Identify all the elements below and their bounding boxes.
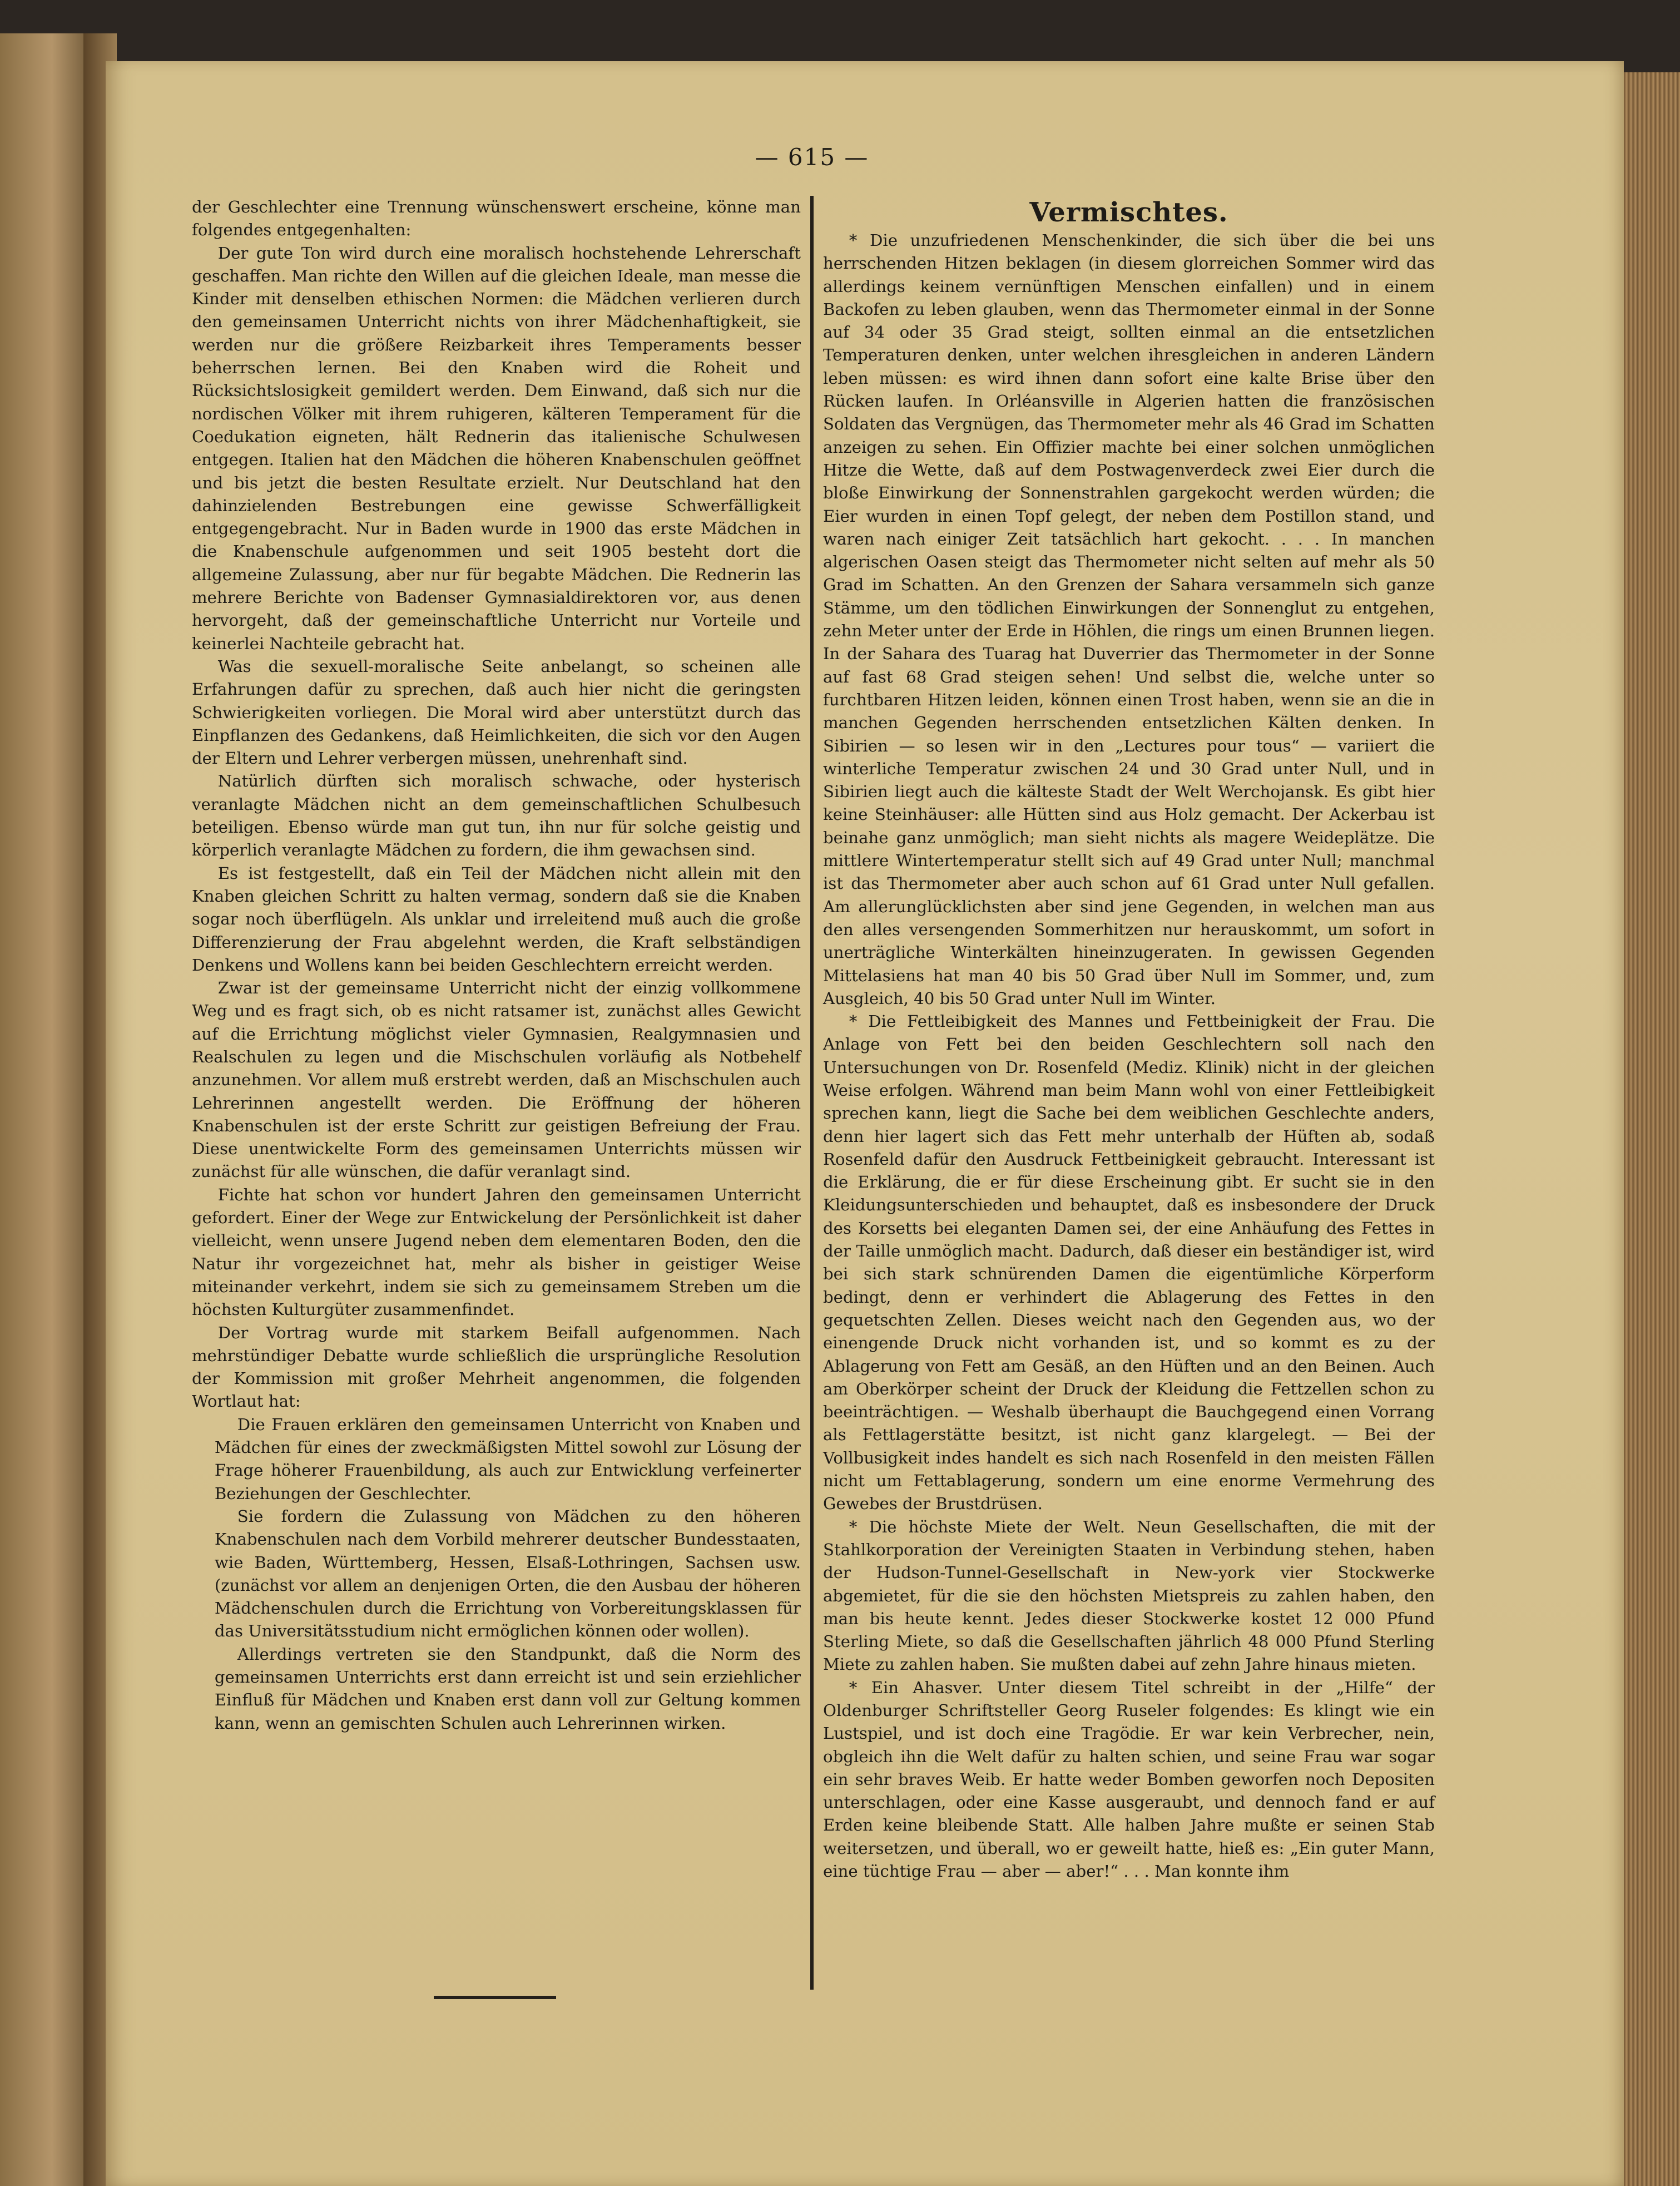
paragraph: Fichte hat schon vor hundert Jahren den gemeinsamen Unterricht gefordert. Einer der Wege zur Entwickelung der Persönlichkeit ist daher vielleicht, wenn unsere Jugend neben dem elementaren Boden, den die Natur ihr vorgezeichnet hat, mehr als bisher in geistiger Weise miteinander verkehrt, indem sie sich zu gemeinsamem Streben um die höchsten Kulturgüter zusammenfindet. [192,1185,801,1319]
news-item: * Die Fettleibigkeit des Mannes und Fettbeinigkeit der Frau. Die Anlage von Fett bei den beiden Geschlechtern soll nach den Untersuchungen von Dr. Rosenfeld (Mediz. Klinik) nicht in der gleichen Weise erfolgen. Während man beim Mann wohl von einer Fettleibigkeit sprechen kann, liegt die Sache bei dem weiblichen Geschlechte anders, denn hier lagert sich das Fett mehr unterhalb der Hüften ab, sodaß Rosenfeld dafür den Ausdruck Fettbeinigkeit gebraucht. Interessant ist die Erklärung, die er für diese Erscheinung gibt. Er sucht sie in den Kleidungsunterschieden und behauptet, daß es insbesondere der Druck des Korsetts bei eleganten Damen sei, der eine Anhäufung des Fettes in der Taille unmöglich macht. Dadurch, daß dieser ein beständiger ist, wird bei sich stark schnürenden Damen die eigentümliche Körperform bedingt, denn er verhindert die Ablagerung des Fettes in den gequetschten Zellen. Dieses weicht nach den Gegenden aus, wo der einengende Druck nicht vorhanden ist, und so kommt es zu der Ablagerung von Fett am Gesäß, an den Hüften und an den Beinen. Auch am Oberkörper scheint der Druck der Kleidung die Fettzellen schon zu beeinträchtigen. — Weshalb überhaupt die Bauchgegend einen Vorrang als Fettlagerstätte besitzt, ist nicht ganz klargelegt. — Bei der Vollbusigkeit indes handelt es sich nach Rosenfeld in den meisten Fällen nicht um Fettablagerung, sondern um eine enorme Vermehrung des Gewebes der Brustdrüsen. [823,1012,1435,1514]
left-page-edge [0,33,95,2186]
paragraph: Es ist festgestellt, daß ein Teil der Mädchen nicht allein mit den Knaben gleichen Schritt zu halten vermag, sondern daß sie die Knaben sogar noch überflügeln. Als unklar und irreleitend muß auch die große Differenzierung der Frau abgelehnt werden, die Kraft selbständigen Denkens und Wollens kann bei beiden Geschlechtern erreicht werden. [192,863,801,975]
resolution-paragraph: Sie fordern die Zulassung von Mädchen zu den höheren Knabenschulen nach dem Vorbild mehrerer deutscher Bundesstaaten, wie Baden, Württemberg, Hessen, Elsaß-Lothringen, Sachsen usw. (zunächst vor allem an denjenigen Orten, die den Ausbau der höheren Mädchenschulen durch die Errichtung von Vorbereitungsklassen für das Universitätsstudium nicht ermöglichen können oder wollen). [214,1506,801,1641]
section-title: Vermischtes. [1029,197,1228,228]
paragraph: Der gute Ton wird durch eine moralisch hochstehende Lehrerschaft geschaffen. Man richte den Willen auf die gleichen Ideale, man messe die Kinder mit denselben ethischen Normen: die Mädchen verlieren durch den gemeinsamen Unterricht nichts von ihrer Mädchenhaftigkeit, sie werden nur die größere Reizbarkeit ihres Temperaments besser beherrschen lernen. Bei den Knaben wird die Roheit und Rücksichtslosigkeit gemildert werden. Dem Einwand, daß sich nur die nordischen Völker mit ihrem ruhigeren, kälteren Temperament für die Coedukation eigneten, hält Rednerin das italienische Schulwesen entgegen. Italien hat den Mädchen die höheren Knabenschulen geöffnet und bis jetzt die besten Resultate erzielt. Nur Deutschland hat den dahinzielenden Bestrebungen eine gewisse Schwerfälligkeit entgegengebracht. Nur in Baden wurde in 1900 das erste Mädchen in die Knabenschule aufgenommen und seit 1905 besteht dort die allgemeine Zulassung, aber nur für begabte Mädchen. Die Rednerin las mehrere Berichte von Badenser Gymnasialdirektoren vor, aus denen hervorgeht, daß der gemeinschaftliche Unterricht nur Vorteile und keinerlei Nachteile gebracht hat. [192,243,801,653]
column-divider [810,196,814,1990]
left-column [192,196,801,1735]
right-column [823,196,1435,1883]
page-stack-edge [1615,72,1680,2186]
paragraph: Natürlich dürften sich moralisch schwache, oder hysterisch veranlagte Mädchen nicht an dem gemeinschaftlichen Schulbesuch beteiligen. Ebenso würde man gut tun, ihn nur für solche geistig und körperlich veranlagte Mädchen zu fordern, die ihm gewachsen sind. [192,771,801,860]
paragraph: Zwar ist der gemeinsame Unterricht nicht der einzig vollkommene Weg und es fragt sich, ob es nicht ratsamer ist, zunächst alles Gewicht auf die Errichtung möglichst vieler Gymnasien, Realgymnasien und Realschulen zu legen und die Mischschulen vorläufig als Notbehelf anzunehmen. Vor allem muß erstrebt werden, daß an Mischschulen auch Lehrerinnen angestellt werden. Die Eröffnung der höheren Knabenschulen ist der erste Schritt zur geistigen Befreiung der Frau. Diese unentwickelte Form des gemeinsamen Unterrichts müssen wir zunächst für alle wünschen, die dafür veranlagt sind. [192,978,801,1181]
news-item: * Ein Ahasver. Unter diesem Titel schreibt in der „Hilfe“ der Oldenburger Schriftsteller Georg Ruseler folgendes: Es klingt wie ein Lustspiel, und ist doch eine Tragödie. Er war kein Verbrecher, nein, obgleich ihn die Welt dafür zu halten schien, und seine Frau war sogar ein sehr braves Weib. Er hatte weder Bomben geworfen noch Depositen unterschlagen, oder eine Kasse ausgeraubt, und dennoch fand er auf Erden keine bleibende Statt. Alle halben Jahre mußte er seinen Stab weitersetzen, und überall, wo er geweilt hatte, hieß es: „Ein guter Mann, eine tüchtige Frau — aber — aber!“ . . . Man konnte ihm [823,1678,1435,1881]
end-rule [434,1996,556,1999]
page-number: — 615 — [755,144,869,171]
news-item: * Die unzufriedenen Menschenkinder, die sich über die bei uns herrschenden Hitzen beklagen (in diesem glorreichen Sommer wird das allerdings keinem vernünftigen Menschen einfallen) und in einem Backofen zu leben glauben, wenn das Thermometer einmal in der Sonne auf 34 oder 35 Grad steigt, sollten einmal an die entsetzlichen Temperaturen denken, unter welchen ihresgleichen in anderen Ländern leben müssen: es wird ihnen dann sofort eine kalte Brise über den Rücken laufen. In Orléansville in Algerien hatten die französischen Soldaten das Vergnügen, das Thermometer mehr als 46 Grad im Schatten anzeigen zu sehen. Ein Offizier machte bei einer solchen unmöglichen Hitze die Wette, daß auf dem Postwagenverdeck zwei Eier durch die bloße Einwirkung der Sonnenstrahlen gargekocht werden würden; die Eier wurden in einen Topf gelegt, der neben dem Postillon stand, und waren nach einiger Zeit tatsächlich hart gekocht. . . . In manchen algerischen Oasen steigt das Thermometer nicht selten auf mehr als 50 Grad im Schatten. An den Grenzen der Sahara versammeln sich ganze Stämme, um den tödlichen Einwirkungen der Sonnenglut zu entgehen, zehn Meter unter der Erde in Höhlen, die rings um einen Brunnen liegen. In der Sahara des Tuarag hat Duverrier das Thermometer in der Sonne auf fast 68 Grad steigen sehen! Und selbst die, welche unter so furchtbaren Hitzen leiden, können einen Trost haben, wenn sie an die in manchen Gegenden herrschenden entsetzlichen Kälten denken. In Sibirien — so lesen wir in den „Lectures pour tous“ — variiert die winterliche Temperatur zwischen 24 und 30 Grad unter Null, und in Sibirien liegt auch die kälteste Stadt der Welt Werchojansk. Es gibt hier keine Steinhäuser: alle Hütten sind aus Holz gemacht. Der Ackerbau ist beinahe ganz unmöglich; man sieht nichts als magere Weideplätze. Die mittlere Wintertemperatur stellt sich auf 49 Grad unter Null; manchmal ist das Thermometer aber auch schon auf 61 Grad unter Null gefallen. Am allerunglücklichsten aber sind jene Gegenden, in welchen man aus den alles versengenden Sommerhitzen nur herauskommt, um sofort in unerträgliche Winterkälten hineinzugeraten. In gewissen Gegenden Mittelasiens hat man 40 bis 50 Grad über Null im Sommer, und, zum Ausgleich, 40 bis 50 Grad unter Null im Winter. [823,231,1435,1008]
resolution-paragraph: Die Frauen erklären den gemeinsamen Unterricht von Knaben und Mädchen für eines der zweckmäßigsten Mittel sowohl zur Lösung der Frage höherer Frauenbildung, als auch zur Entwicklung verfeinerter Beziehungen der Geschlechter. [214,1415,801,1503]
paragraph: der Geschlechter eine Trennung wünschenswert erscheine, könne man folgendes entgegenhalten: [192,197,801,240]
paragraph: Was die sexuell-moralische Seite anbelangt, so scheinen alle Erfahrungen dafür zu sprechen, daß auch hier nicht die geringsten Schwierigkeiten vorliegen. Die Moral wird aber unterstützt durch das Einpflanzen des Gedankens, daß Heimlichkeiten, die sich vor den Augen der Eltern und Lehrer verbergen müssen, unehrenhaft sind. [192,656,801,768]
news-item: * Die höchste Miete der Welt. Neun Gesellschaften, die mit der Stahlkorporation der Vereinigten Staaten in Verbindung stehen, haben der Hudson-Tunnel-Gesellschaft in New-york vier Stockwerke abgemietet, für die sie den höchsten Mietspreis zu zahlen haben, den man bis heute kennt. Jedes dieser Stockwerke kostet 12 000 Pfund Sterling Miete, so daß die Gesellschaften jährlich 48 000 Pfund Sterling Miete zu zahlen haben. Sie mußten dabei auf zehn Jahre hinaus mieten. [823,1517,1435,1674]
paragraph: Der Vortrag wurde mit starkem Beifall aufgenommen. Nach mehrstündiger Debatte wurde schließlich die ursprüngliche Resolution der Kommission mit großer Mehrheit angenommen, die folgenden Wortlaut hat: [192,1323,801,1411]
resolution-paragraph: Allerdings vertreten sie den Standpunkt, daß die Norm des gemeinsamen Unterrichts erst dann erreicht ist und sein erziehlicher Einfluß für Mädchen und Knaben erst dann voll zur Geltung kommen kann, wenn an gemischten Schulen auch Lehrerinnen wirken. [214,1644,801,1733]
